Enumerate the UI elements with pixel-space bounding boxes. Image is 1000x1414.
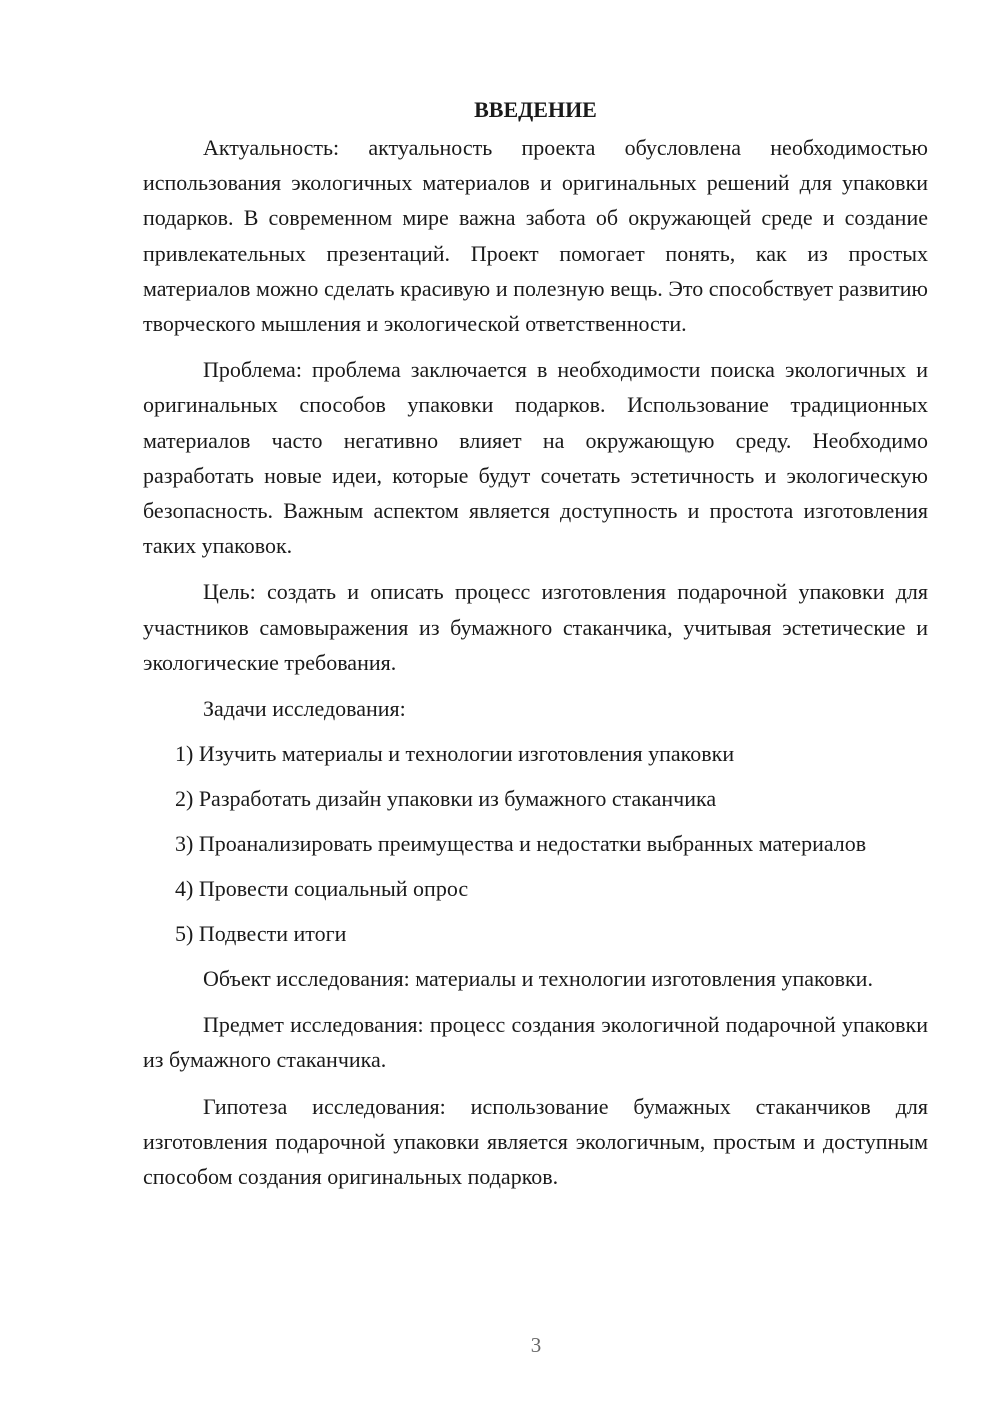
tasks-heading: Задачи исследования: <box>203 696 406 722</box>
paragraph-hypothesis: Гипотеза исследования: использование бумажных стаканчиков для изготовления подарочной упаковки является экологичным, простым и доступным способом создания оригинальных подарков. <box>143 1093 928 1190</box>
paragraph-object: Объект исследования: материалы и технологии изготовления упаковки. <box>203 966 873 992</box>
document-page <box>143 92 928 1205</box>
paragraph-problem: Проблема: проблема заключается в необходимости поиска экологичных и оригинальных способов упаковки подарков. Использование традиционных материалов часто негативно влияет на окружающую среду. Необходимо разработать новые идеи, которые будут сочетать эстетичность и экологическую безопасность. Важным аспектом является доступность и простота изготовления таких упаковок. <box>143 357 928 559</box>
paragraph-goal: Цель: создать и описать процесс изготовления подарочной упаковки для участников самовыражения из бумажного стаканчика, учитывая эстетические и экологические требования. <box>143 579 928 675</box>
list-item: 3) Проанализировать преимущества и недостатки выбранных материалов <box>175 831 867 857</box>
paragraph-relevance: Актуальность: актуальность проекта обусловлена необходимостью использования экологичных материалов и оригинальных решений для упаковки подарков. В современном мире важна забота об окружающей среде и создание привлекательных презентаций. Проект помогает понять, как из простых материалов можно сделать красивую и полезную вещь. Это способствует развитию творческого мышления и экологической ответственности. <box>143 135 928 337</box>
list-item: 4) Провести социальный опрос <box>175 876 469 902</box>
list-item: 5) Подвести итоги <box>175 921 347 947</box>
paragraph-subject: Предмет исследования: процесс создания экологичной подарочной упаковки из бумажного стаканчика. <box>143 1012 928 1073</box>
list-item: 2) Разработать дизайн упаковки из бумажного стаканчика <box>175 786 717 812</box>
tasks-list <box>143 736 928 951</box>
page-number: 3 <box>530 1333 542 1357</box>
page-title: ВВЕДЕНИЕ <box>474 97 597 122</box>
list-item: 1) Изучить материалы и технологии изготовления упаковки <box>175 741 735 767</box>
